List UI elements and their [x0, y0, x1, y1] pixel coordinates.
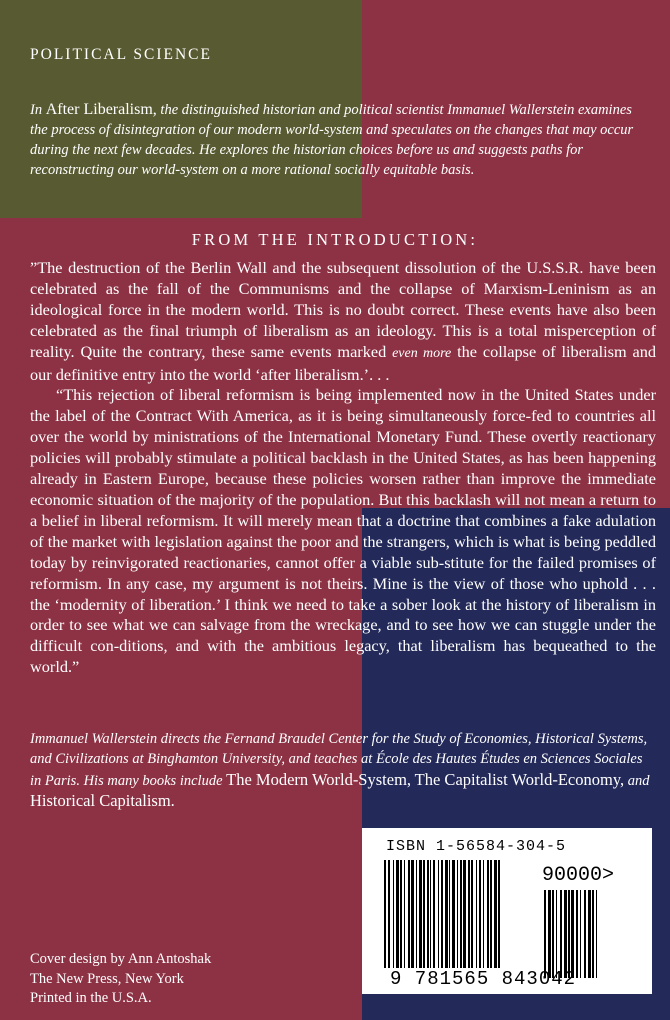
cover-credits	[30, 950, 211, 1009]
barcode-bar	[483, 860, 484, 968]
barcode-bar	[411, 860, 414, 968]
intro-text: the distinguished historian and political scientist Immanuel Wallerstein examines the process of disintegration of our modern world-system and speculates on the changes that may occur during the next few decades. He explores the historian choices before us and suggests paths for reconstructing our world-system on a more rational socially equitable basis.	[30, 102, 634, 178]
price-code: 90000>	[542, 864, 615, 887]
credit-publisher: The New Press, New York	[30, 970, 184, 987]
barcode-bar	[419, 860, 422, 968]
addon-barcode	[544, 890, 630, 978]
barcode-bar	[544, 890, 546, 978]
credit-design: Cover design by Ann Antoshak	[30, 951, 212, 967]
isbn-label: ISBN 1-56584-304-5	[386, 838, 567, 855]
quote-p1-emphasis: even more	[392, 345, 452, 361]
quote-paragraph-2: “This rejection of liberal reformism is being implemented now in the United States under the label of the Contract With America, as it is being simultaneously force-fed to countries all over the world by ministrations of the International Monetary Fund. These overtly reactionary policies will probably stimulate a political backlash in the United States, as has been happening already in Eastern Europe, because these policies worsen rather than improve the immediate economic situation of the majority of the population. But this backlash will not mean a return to a belief in liberal reformism. It will merely mean that a doctrine that combines a fake adulation of the market with legislation against the poor and the strangers, which is what is being peddled today by reinvigorated reactionaries, cannot offer a viable sub-stitute for the failed promises of reformism. In any case, my argument is not theirs. Mine is the view of those who uphold . . . the ‘modernity of liberation.’ I think we need to take a sober look at the history of liberalism in order to see what we can salvage from the wreckage, and to see how we can stuggle under the difficult con-ditions, and with the ambitious legacy, that liberalism has bequeathed to the world.”	[30, 385, 656, 677]
barcode-bar	[433, 860, 435, 968]
ean-barcode	[384, 860, 544, 968]
barcode-bar	[457, 860, 458, 968]
barcode-bar	[452, 860, 455, 968]
author-bio	[30, 730, 656, 813]
barcode-bar	[384, 860, 386, 968]
barcode-bar	[568, 890, 570, 978]
bio-book-2: The Capitalist World-Economy,	[414, 769, 625, 789]
barcode-bar	[584, 890, 586, 978]
barcode-bar	[580, 890, 581, 978]
barcode-bar	[430, 860, 431, 968]
barcode-bar	[423, 860, 425, 968]
bio-book-3: Historical Capitalism.	[30, 791, 175, 811]
barcode-bar	[556, 890, 557, 978]
barcode-bar	[498, 860, 500, 968]
barcode-bar	[548, 890, 551, 978]
barcode-bar	[388, 860, 390, 968]
barcode-bar	[416, 860, 417, 968]
credit-printed: Printed in the U.S.A.	[30, 990, 152, 1006]
barcode-bar	[564, 890, 567, 978]
barcode-panel	[362, 828, 652, 994]
quote-p1-start: ”The destruction of the Berlin Wall and the subsequent dissolution of the U.S.S.R. have been celebrated as the fall of the Communisms and the collapse of Marxism-Leninism as an ideological force in the modern world. This is no doubt correct. These events have also been celebrated as the final triumph of liberalism as an ideology. This is a total misperception of reality. Quite the contrary, these same events marked	[30, 258, 656, 361]
barcode-bar	[468, 860, 470, 968]
barcode-bar	[571, 890, 574, 978]
intro-paragraph	[30, 100, 648, 180]
barcode-bar	[460, 860, 462, 968]
barcode-bar	[441, 860, 443, 968]
barcode-bar	[396, 860, 399, 968]
bio-and: and	[627, 772, 650, 789]
quote-paragraph-1	[30, 258, 656, 385]
barcode-bar	[487, 860, 489, 968]
bio-book-1: The Modern World-System,	[226, 769, 412, 789]
ean-number: 9 781565 843042	[390, 968, 577, 990]
barcode-bar	[404, 860, 405, 968]
barcode-bar	[427, 860, 429, 968]
barcode-bar	[393, 860, 394, 968]
barcode-bar	[438, 860, 439, 968]
barcode-bar	[588, 890, 591, 978]
introduction-quote	[30, 258, 656, 678]
barcode-bar	[490, 860, 492, 968]
quote-p1-end: the collapse of liberalism and our definitive entry into the world ‘after liberalism.’. . .	[30, 341, 656, 384]
barcode-bar	[596, 890, 597, 978]
barcode-bar	[494, 860, 497, 968]
barcode-bar	[576, 890, 578, 978]
barcode-bar	[552, 890, 554, 978]
intro-in: In	[30, 102, 43, 118]
barcode-bar	[476, 860, 477, 968]
barcode-bar	[471, 860, 473, 968]
barcode-bar	[592, 890, 594, 978]
bio-text: Immanuel Wallerstein directs the Fernand Braudel Center for the Study of Economies, Historical Systems, and Civilizations at Binghamton University, and teaches at École des Hautes Études en Sciences Sociales in Paris. His many books include	[30, 731, 648, 789]
barcode-bar	[479, 860, 481, 968]
barcode-bar	[400, 860, 402, 968]
barcode-bar	[463, 860, 466, 968]
category-label: POLITICAL SCIENCE	[30, 46, 212, 63]
barcode-bar	[408, 860, 410, 968]
introduction-heading: FROM THE INTRODUCTION:	[191, 230, 479, 249]
barcode-bar	[449, 860, 450, 968]
barcode-bar	[445, 860, 448, 968]
barcode-bar	[560, 890, 562, 978]
intro-book-title: After Liberalism,	[45, 101, 157, 118]
